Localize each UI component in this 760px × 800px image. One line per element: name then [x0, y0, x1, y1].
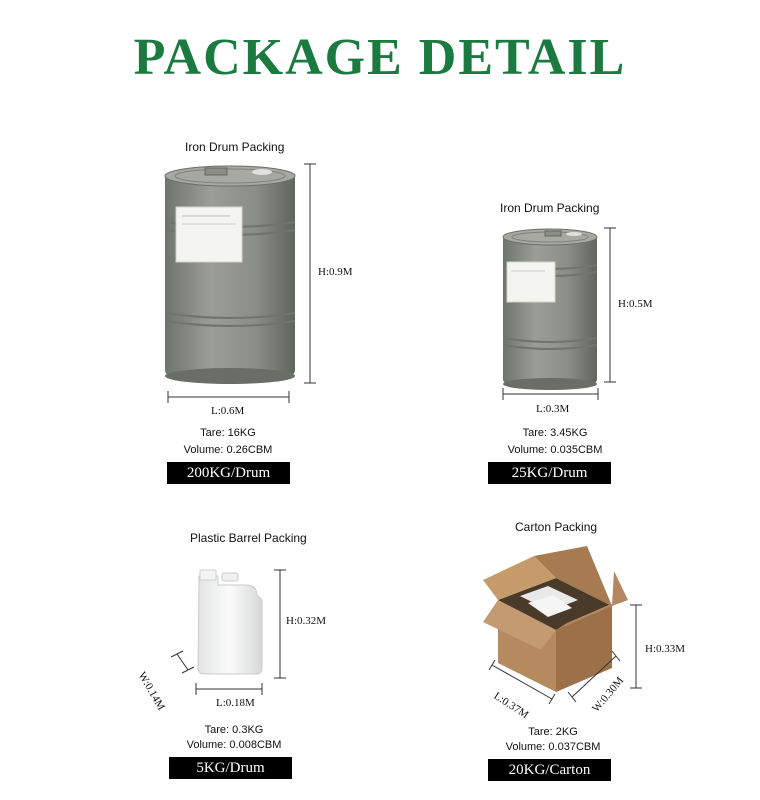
page-title: PACKAGE DETAIL: [133, 29, 627, 86]
package-2-volume: Volume: 0.035CBM: [507, 444, 603, 456]
package-3-volume: Volume: 0.008CBM: [186, 739, 282, 751]
package-4-caption: Carton Packing: [515, 520, 598, 534]
package-4-tare: Tare: 2KG: [528, 726, 578, 738]
package-4-length: L:0.37M: [491, 690, 531, 722]
package-2-tare: Tare: 3.45KG: [522, 427, 588, 439]
large-iron-drum-image: [165, 166, 295, 384]
package-4-width: W:0.30M: [590, 674, 627, 715]
package-1-length: L:0.6M: [211, 405, 245, 417]
package-2-height: H:0.5M: [618, 298, 653, 310]
package-1-height: H:0.9M: [318, 266, 353, 278]
package-3-label: 5KG/Drum: [169, 757, 292, 779]
package-4-height: H:0.33M: [645, 643, 686, 655]
package-1-volume: Volume: 0.26CBM: [183, 444, 273, 456]
plastic-barrel-image: [198, 570, 262, 674]
package-2-length: L:0.3M: [536, 403, 570, 415]
package-4-volume: Volume: 0.037CBM: [505, 741, 601, 753]
package-1-caption: Iron Drum Packing: [185, 140, 285, 154]
package-3-width: W:0.14M: [135, 670, 168, 713]
small-iron-drum-image: [503, 229, 597, 390]
package-2-label: 25KG/Drum: [488, 462, 611, 484]
package-3-height: H:0.32M: [286, 615, 327, 627]
package-1-label: 200KG/Drum: [167, 462, 290, 484]
package-4-label: 20KG/Carton: [488, 759, 611, 781]
package-2-caption: Iron Drum Packing: [500, 201, 600, 215]
package-3-length: L:0.18M: [216, 697, 255, 709]
package-3-caption: Plastic Barrel Packing: [190, 531, 307, 545]
carton-box-image: [483, 546, 628, 692]
package-1-tare: Tare: 16KG: [200, 427, 256, 439]
package-3-tare: Tare: 0.3KG: [204, 724, 264, 736]
